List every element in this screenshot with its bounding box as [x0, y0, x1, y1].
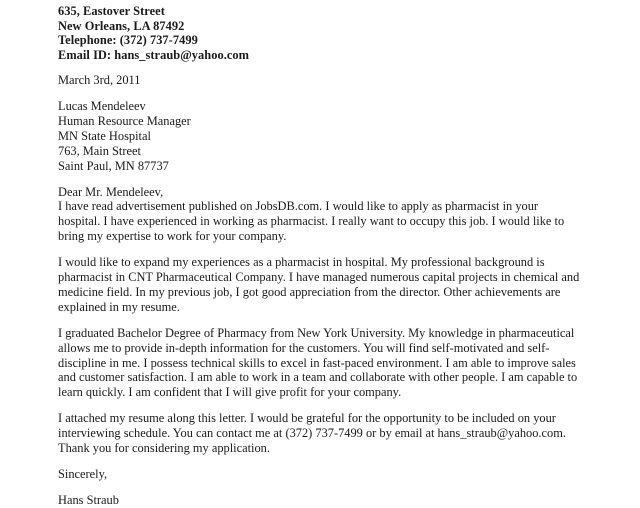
body-paragraph-4: I attached my resume along this letter. I would be grateful for the opportunity to be included on your interviewing schedule. You can contact me at (372) 737-7499 or by email at hans_straub@yahoo.com. Thank you for considering my application. [58, 411, 566, 456]
sender-address-block [58, 4, 582, 62]
recipient-organization: MN State Hospital [58, 128, 151, 143]
recipient-address-block [58, 99, 582, 174]
sender-telephone: Telephone: (372) 737-7499 [58, 33, 198, 48]
sender-street: 635, Eastover Street [58, 4, 165, 18]
recipient-name: Lucas Mendeleev [58, 98, 146, 113]
sender-email: Email ID: hans_straub@yahoo.com [58, 47, 250, 62]
body-paragraph-3: I graduated Bachelor Degree of Pharmacy from New York University. My knowledge in pharmaceutical allows me to provide in-depth information for the customers. You will find self-motivated and self-discipline in me. I possess technical skills to excel in fast-paced environment. I am able to improve sales and customer satisfaction. I am able to work in a team and collaborate with other people. I am capable to learn quickly. I am confident that I will give profit for your company. [58, 325, 578, 400]
closing-line: Sincerely, [58, 467, 108, 481]
recipient-city-state-zip: Saint Paul, MN 87737 [58, 158, 169, 173]
body-paragraph-2: I would like to expand my experiences as a pharmacist in hospital. My professional background is pharmacist in CNT Pharmaceutical Company. I have managed numerous capital projects in chemical and medicine field. In my previous job, I got good appreciation from the director. Other achievements are explained in my resume. [58, 255, 580, 314]
salutation: Dear Mr. Mendeleev, [58, 184, 164, 199]
recipient-title: Human Resource Manager [58, 113, 191, 128]
body-paragraph-1: I have read advertisement published on JobsDB.com. I would like to apply as pharmacist in your hospital. I have experienced in working as pharmacist. I really want to occupy this job. I would like to bring my expertise to work for your company. [58, 199, 565, 244]
letter-date: March 3rd, 2011 [58, 73, 141, 88]
signature-name: Hans Straub [58, 492, 119, 507]
recipient-street: 763, Main Street [58, 143, 141, 158]
sender-city-state-zip: New Orleans, LA 87492 [58, 18, 185, 33]
